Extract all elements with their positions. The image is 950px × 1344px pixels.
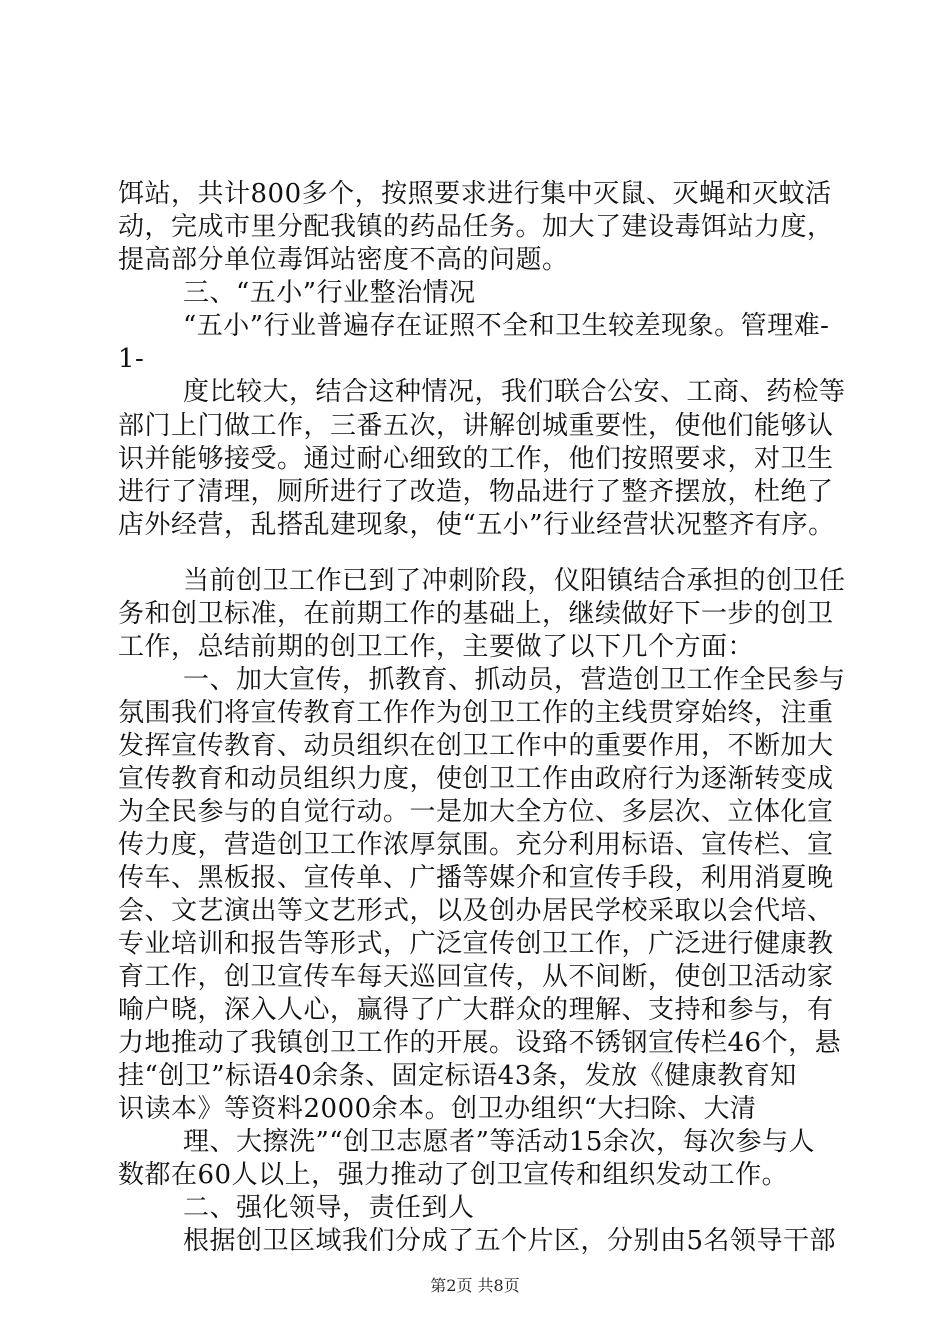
text-line: 力地推动了我镇创卫工作的开展。设臵不锈钢宣传栏46个，悬 [118, 1028, 842, 1058]
text-line: 动，完成市里分配我镇的药品任务。加大了建设毒饵站力度， [118, 212, 834, 242]
text-line: 喻户晓，深入人心，赢得了广大群众的理解、支持和参与，有 [118, 995, 834, 1025]
text-line: 工作，总结前期的创卫工作，主要做了以下几个方面： [118, 632, 755, 662]
text-line: 识读本》等资料2000余本。创卫办组织“大扫除、大清 [118, 1094, 757, 1124]
section-heading: 三、“五小”行业整治情况 [183, 278, 476, 308]
text-line: 务和创卫标准，在前期工作的基础上，继续做好下一步的创卫 [118, 599, 834, 629]
text-line: 为全民参与的自觉行动。一是加大全方位、多层次、立体化宣 [118, 797, 834, 827]
text-line: 挂“创卫”标语40余条、固定标语43条，发放《健康教育知 [118, 1061, 797, 1091]
text-line: 当前创卫工作已到了冲刺阶段，仪阳镇结合承担的创卫任 [183, 566, 846, 596]
text-line: 专业培训和报告等形式，广泛宣传创卫工作，广泛进行健康教 [118, 929, 834, 959]
text-line: 度比较大，结合这种情况，我们联合公安、工商、药检等 [183, 377, 846, 407]
text-line: 提高部分单位毒饵站密度不高的问题。 [118, 245, 569, 275]
text-line: 宣传教育和动员组织力度，使创卫工作由政府行为逐渐转变成 [118, 764, 834, 794]
page-marker: 1- [118, 344, 145, 374]
text-line: 饵站，共计800多个，按照要求进行集中灭鼠、灭蝇和灭蚊活 [118, 179, 832, 209]
text-line: 传车、黑板报、宣传单、广播等媒介和宣传手段，利用消夏晚 [118, 863, 834, 893]
text-line: 根据创卫区域我们分成了五个片区，分别由5名领导干部 [183, 1226, 837, 1256]
text-line: 理、大擦洗”“创卫志愿者”等活动15余次，每次参与人 [183, 1127, 815, 1157]
text-line: 识并能够接受。通过耐心细致的工作，他们按照要求，对卫生 [118, 444, 834, 474]
text-line: 部门上门做工作，三番五次，讲解创城重要性，使他们能够认 [118, 411, 834, 441]
text-line: 会、文艺演出等文艺形式，以及创办居民学校采取以会代培、 [118, 896, 834, 926]
page-footer: 第2页 共8页 [430, 1276, 520, 1295]
section-heading: 一、加大宣传，抓教育、抓动员，营造创卫工作全民参与 [183, 665, 846, 695]
text-line: 数都在60人以上，强力推动了创卫宣传和组织发动工作。 [118, 1160, 789, 1190]
text-line: 氛围我们将宣传教育工作作为创卫工作的主线贯穿始终，注重 [118, 698, 834, 728]
text-line: 进行了清理，厕所进行了改造，物品进行了整齐摆放，杜绝了 [118, 477, 834, 507]
text-line: 传力度，营造创卫工作浓厚氛围。充分利用标语、宣传栏、宣 [118, 830, 834, 860]
section-heading: 二、强化领导，责任到人 [183, 1193, 475, 1223]
text-line: 育工作，创卫宣传车每天巡回宣传，从不间断，使创卫活动家 [118, 962, 834, 992]
text-line: 发挥宣传教育、动员组织在创卫工作中的重要作用，不断加大 [118, 731, 834, 761]
text-line: “五小”行业普遍存在证照不全和卫生较差现象。管理难- [183, 311, 830, 341]
text-line: 店外经营，乱搭乱建现象，使“五小”行业经营状况整齐有序。 [118, 510, 835, 540]
